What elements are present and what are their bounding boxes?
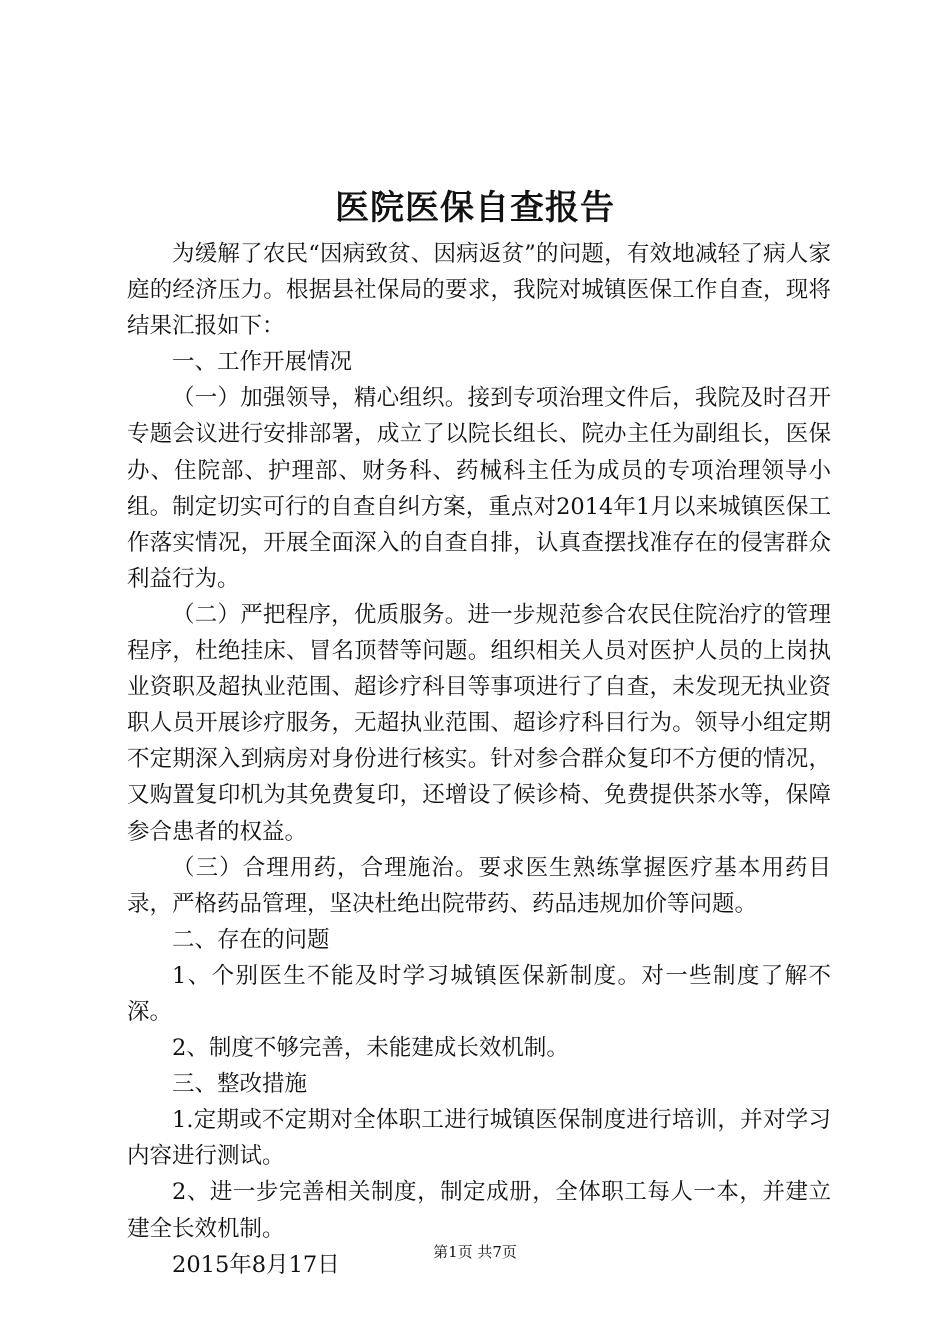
document-title: 医院医保自查报告: [335, 188, 615, 228]
measure-item-2: 2、进一步完善相关制度，制定成册，全体职工每人一本，并建立建全长效机制。: [127, 1179, 831, 1242]
measure-item-1: 1.定期或不定期对全体职工进行城镇医保制度进行培训，并对学习内容进行测试。: [127, 1107, 831, 1170]
paragraph-medication: （三）合理用药，合理施治。要求医生熟练掌握医疗基本用药目录，严格药品管理，坚决杜绝出院带药、药品违规加价等问题。: [127, 854, 831, 917]
paragraph-leadership: （一）加强领导，精心组织。接到专项治理文件后，我院及时召开专题会议进行安排部署，成立了以院长组长、院办主任为副组长，医保办、住院部、护理部、财务科、药械科主任为成员的专项治理领导小组。制定切实可行的自查自纠方案，重点对2014年1月以来城镇医保工作落实情况，开展全面深入的自查自排，认真查摆找准存在的侵害群众利益行为。: [127, 385, 831, 592]
problem-item-1: 1、个别医生不能及时学习城镇医保新制度。对一些制度了解不深。: [127, 962, 831, 1025]
problem-item-2: 2、制度不够完善，未能建成长效机制。: [172, 1035, 569, 1062]
section-heading-work: 一、工作开展情况: [172, 349, 353, 376]
document-date: 2015年8月17日: [172, 1251, 340, 1278]
section-heading-measures: 三、整改措施: [172, 1071, 308, 1098]
page-footer: 第1页 共7页: [433, 1243, 517, 1261]
intro-paragraph: 为缓解了农民“因病致贫、因病返贫”的问题，有效地减轻了病人家庭的经济压力。根据县社保局的要求，我院对城镇医保工作自查，现将结果汇报如下：: [127, 241, 831, 340]
document-body: [127, 236, 831, 1283]
paragraph-procedure: （二）严把程序，优质服务。进一步规范参合农民住院治疗的管理程序，杜绝挂床、冒名顶替等问题。组织相关人员对医护人员的上岗执业资职及超执业范围、超诊疗科目等事项进行了自查，未发现无执业资职人员开展诊疗服务，无超执业范围、超诊疗科目行为。领导小组定期不定期深入到病房对身份进行核实。针对参合群众复印不方便的情况，又购置复印机为其免费复印，还增设了候诊椅、免费提供茶水等，保障参合患者的权益。: [127, 601, 831, 845]
section-heading-problems: 二、存在的问题: [172, 926, 330, 953]
